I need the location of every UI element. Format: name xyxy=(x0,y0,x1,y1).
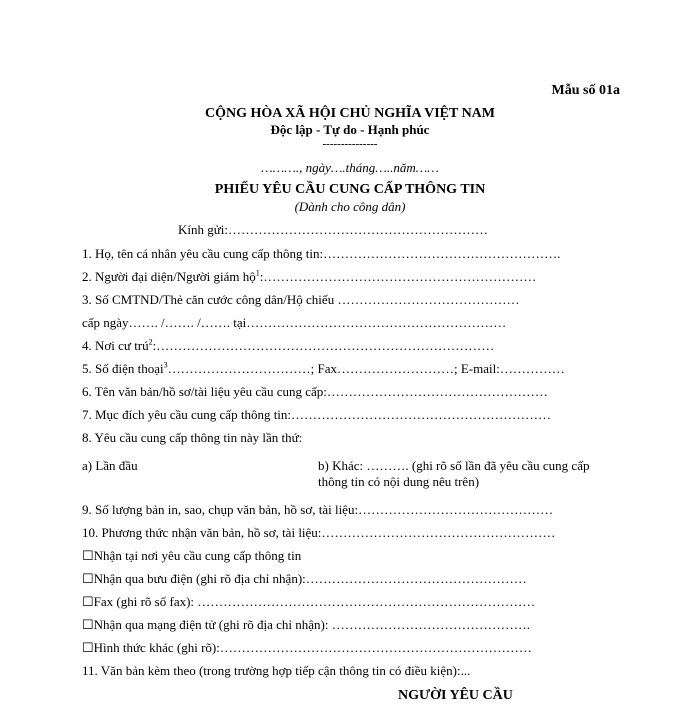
field-representative-dots: :……………………………………………………… xyxy=(259,269,537,284)
field-id-number: 3. Số CMTND/Thẻ căn cước công dân/Hộ chiếu …………………………………… xyxy=(82,292,520,307)
footnote-mark-2: 2 xyxy=(148,337,153,347)
field-delivery-method: 10. Phương thức nhận văn bản, hồ sơ, tài liệu:……………………………………………… xyxy=(82,525,556,540)
field-residence xyxy=(82,338,494,354)
addressee-line: Kính gửi:…………………………………………………… xyxy=(178,222,489,237)
country-name: CỘNG HÒA XÃ HỘI CHỦ NGHĨA VIỆT NAM xyxy=(204,106,495,121)
field-request-count: 8. Yêu cầu cung cấp thông tin này lần thứ: xyxy=(82,430,303,445)
form-subtitle: (Dành cho công dân) xyxy=(294,199,406,214)
checkbox-post: ☐Nhận qua bưu điện (ghi rõ địa chỉ nhận):…………………………………………… xyxy=(82,571,527,586)
field-attachments: 11. Văn bản kèm theo (trong trường hợp tiếp cận thông tin có điều kiện):... xyxy=(82,663,471,678)
field-applicant-name: 1. Họ, tên cá nhân yêu cầu cung cấp thông tin:………………………………………………. xyxy=(82,246,561,261)
field-document-name: 6. Tên văn bản/hồ sơ/tài liệu yêu cầu cung cấp:…………………………………………… xyxy=(82,384,548,399)
field-representative xyxy=(82,269,536,285)
field-residence-label: 4. Nơi cư trú xyxy=(82,338,149,353)
field-issue-date-place: cấp ngày……. /……. /……. tại…………………………………………………… xyxy=(82,315,507,330)
option-first-time: a) Lần đầu xyxy=(82,458,138,473)
field-contact xyxy=(82,361,565,377)
field-contact-dots: ……………………………; Fax………………………; E-mail:…………… xyxy=(167,361,565,376)
signer-label: NGƯỜI YÊU CẦU xyxy=(398,688,513,703)
field-purpose: 7. Mục đích yêu cầu cung cấp thông tin:…………………………………………………… xyxy=(82,407,552,422)
field-representative-label: 2. Người đại diện/Người giám hộ xyxy=(82,269,256,284)
checkbox-electronic: ☐Nhận qua mạng điện tử (ghi rõ địa chỉ nhận): ………………………………………. xyxy=(82,617,530,632)
header-rule: --------------- xyxy=(322,138,378,150)
field-phone-label: 5. Số điện thoại xyxy=(82,361,164,376)
checkbox-pickup-in-person: ☐Nhận tại nơi yêu cầu cung cấp thông tin xyxy=(82,548,302,563)
footnote-mark-1: 1 xyxy=(255,268,260,278)
form-code: Mẫu số 01a xyxy=(551,83,620,98)
field-copy-count: 9. Số lượng bản in, sao, chụp văn bản, hồ sơ, tài liệu:……………………………………… xyxy=(82,502,554,517)
checkbox-other: ☐Hình thức khác (ghi rõ):……………………………………………………………… xyxy=(82,640,532,655)
checkbox-fax: ☐Fax (ghi rõ số fax): …………………………………………………………………… xyxy=(82,594,536,609)
date-line: ………., ngày….tháng…..năm…… xyxy=(261,160,439,175)
option-other-line-2: thông tin có nội dung nêu trên) xyxy=(318,474,480,489)
option-other-line-1: b) Khác: ………. (ghi rõ số lần đã yêu cầu cung cấp xyxy=(318,458,590,473)
field-residence-dots: :…………………………………………………………………… xyxy=(152,338,495,353)
form-title: PHIẾU YÊU CẦU CUNG CẤP THÔNG TIN xyxy=(214,182,486,197)
footnote-mark-3: 3 xyxy=(163,360,168,370)
national-motto: Độc lập - Tự do - Hạnh phúc xyxy=(270,122,430,137)
